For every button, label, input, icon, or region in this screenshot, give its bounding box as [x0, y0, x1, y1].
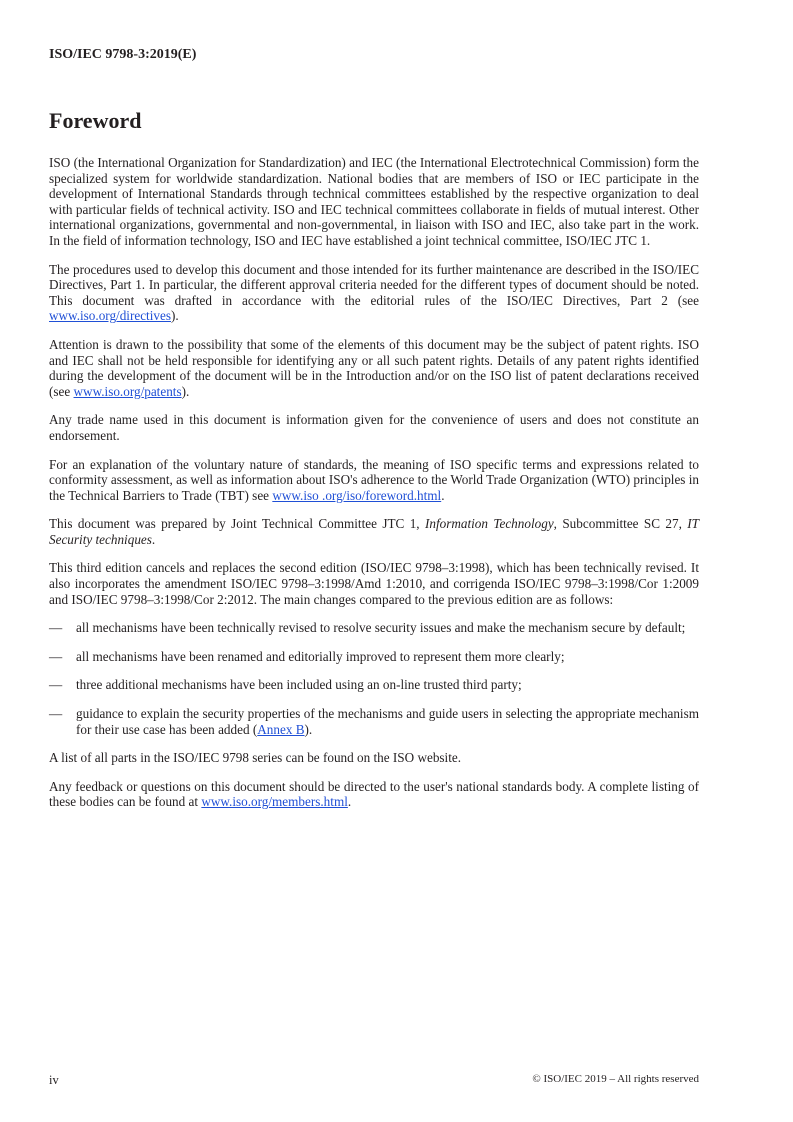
text: guidance to explain the security properties of the mechanisms and guide users in selecting the appropriate mechanism for their use case has been added ( [76, 706, 699, 737]
dash: — [49, 677, 63, 693]
committee-name: Information Technology [424, 516, 554, 532]
text: all mechanisms have been renamed and editorially improved to represent them more clearly; [76, 648, 565, 664]
text: , Subcommittee SC 27, [553, 516, 688, 532]
text: . [151, 531, 156, 547]
text: This document was prepared by Joint Technical Committee JTC 1, [49, 516, 425, 532]
page-title: Foreword [49, 108, 142, 133]
list-item [49, 677, 699, 693]
text: Any feedback or questions on this document should be directed to the user's national standards body. A complete listing of these bodies can be found at [49, 778, 699, 810]
paragraph-3 [49, 337, 699, 399]
dash: — [49, 706, 63, 722]
directives-link[interactable]: www.iso.org/directives [49, 308, 171, 324]
patents-link[interactable]: www.iso.org/patents [73, 383, 182, 399]
text: Attention is drawn to the possibility that some of the elements of this document may be the subject of patent rights. ISO and IEC shall not be held responsible for identifying any or all such patent rights. Details of any patent rights identified during the development of the document will be in the Introduction and/or on the ISO list of patent declarations received (see [49, 336, 699, 399]
page-number: iv [49, 1073, 59, 1087]
text: For an explanation of the voluntary nature of standards, the meaning of ISO specific terms and expressions related to conformity assessment, as well as information about ISO's adherence to the World Trade Organization (WTO) principles in the Technical Barriers to Trade (TBT) see [49, 456, 699, 503]
paragraph-4: Any trade name used in this document is information given for the convenience of users and does not constitute an endorsement. [49, 412, 699, 443]
paragraph-6 [49, 516, 699, 547]
text: . [441, 487, 445, 503]
list-item [49, 706, 699, 737]
list-item [49, 649, 699, 665]
subcommittee-name: IT Security techniques [49, 516, 699, 547]
paragraph-7: This third edition cancels and replaces the second edition (ISO/IEC 9798–3:1998), which has been technically revised. It also incorporates the amendment ISO/IEC 9798–3:1998/Amd 1:2010, and corrigenda ISO/IEC 9798–3:1998/Cor 1:2009 and ISO/IEC 9798–3:1998/Cor 2:2012. The main changes compared to the previous edition are as follows: [49, 560, 699, 607]
changes-list [49, 620, 699, 737]
dash: — [49, 648, 63, 664]
paragraph-9 [49, 779, 699, 810]
text: all mechanisms have been technically revised to resolve security issues and make the mechanism secure by default; [76, 620, 686, 636]
foreword-body [49, 155, 699, 823]
paragraph-8: A list of all parts in the ISO/IEC 9798 series can be found on the ISO website. [49, 750, 462, 766]
document-header: ISO/IEC 9798-3:2019(E) [49, 47, 197, 62]
paragraph-2 [49, 262, 699, 324]
text: ). [181, 383, 190, 399]
copyright: © ISO/IEC 2019 – All rights reserved [532, 1073, 699, 1085]
paragraph-5 [49, 457, 699, 504]
annex-b-link[interactable]: Annex B [257, 721, 305, 737]
text: three additional mechanisms have been included using an on-line trusted third party; [76, 677, 522, 693]
list-item [49, 620, 699, 636]
text: . [347, 794, 352, 810]
dash: — [49, 620, 63, 636]
text: The procedures used to develop this document and those intended for its further maintenance are described in the ISO/IEC Directives, Part 1. In particular, the different approval criteria needed for the different types of document should be noted. This document was drafted in accordance with the editorial rules of the ISO/IEC Directives, Part 2 (see [49, 261, 699, 308]
text: ). [170, 308, 179, 324]
members-link[interactable]: www.iso.org/members.html [201, 794, 348, 810]
text: ). [304, 721, 313, 737]
paragraph-1: ISO (the International Organization for Standardization) and IEC (the International Electrotechnical Commission) form the specialized system for worldwide standardization. National bodies that are members of ISO or IEC participate in the development of International Standards through technical committees established by the respective organization to deal with particular fields of technical activity. ISO and IEC technical committees collaborate in fields of mutual interest. Other international organizations, governmental and non-governmental, in liaison with ISO and IEC, also take part in the work. In the field of information technology, ISO and IEC have established a joint technical committee, ISO/IEC JTC 1. [49, 155, 699, 248]
foreword-link[interactable]: www.iso .org/iso/foreword.html [272, 487, 442, 503]
